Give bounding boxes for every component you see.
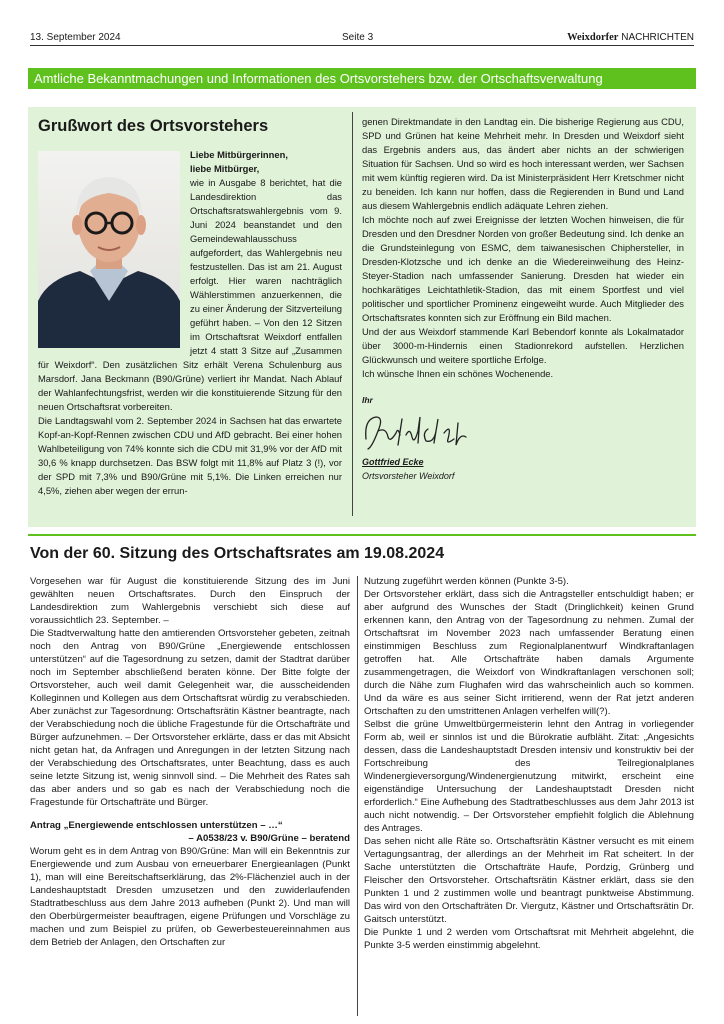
signature-scribble <box>362 409 472 455</box>
signature-ihr: Ihr <box>362 395 373 405</box>
column-divider <box>357 576 358 1016</box>
greeting-paragraph: Und der aus Weixdorf stammende Karl Bebendorf konnte als Lokalmatador über 3000-m-Hindernis einen Stadionrekord aufstellen. Herzlichen Glückwunsch und weitere sportliche Erfolge. <box>362 326 684 365</box>
session-paragraph: Der Ortsvorsteher erklärt, dass sich die Antragsteller entschuldigt haben; er aber aufgrund des Wunsches der Stadt (Dringlichkeit) keinen Grund erkennen kann, den Antrag von der Tagesordnung zu nehmen. Zumal der Ortschaftsrat im November 2023 nach umfassender Beratung einen einstimmigen Beschluss zum Regionalplanentwurf Windkraftanlagen getroffen hat. Alle Ortschafträte haben damals Argumente zusammengetragen, die Weixdorf von Windkraftanlagen verschonen soll; durch die Nähe zum Flughafen wird das wahrscheinlich auch so kommen. Und da wäre es aus seiner Sicht irritierend, wenn der Rat jetzt anderen Ortschaften zu den umstrittenen Anlagen verhelfen will(?). <box>364 589 694 717</box>
session-paragraph: Worum geht es in dem Antrag von B90/Grüne: Man will ein Bekenntnis zur Energiewende und zum Ausbau von erneuerbarer Energieanlagen (Punkt 1), man will eine Bereitschaftserklärung, das 2%-Flächenziel auch in der Landeshauptstadt Dresden umzusetzen und den zuwiderlaufenden Stadtratbeschluss aus dem Jahre 2013 aufheben (Punkt 2). Und man will den Oberbürgermeister beauftragen, eigene Prüfungen und Vorschläge zu machen und zum Beispiel zu prüfen, ob Gewerbesteuereinnahmen aus dem Betrieb der Anlagen, den Ortschaften zur <box>30 846 350 948</box>
session-paragraph: Die Punkte 1 und 2 werden vom Ortschaftsrat mit Mehrheit abgelehnt, die Punkte 3-5 werden einstimmig abgelehnt. <box>364 927 694 951</box>
greeting-paragraph: Ich wünsche Ihnen ein schönes Wochenende. <box>362 368 554 379</box>
issue-date: 13. September 2024 <box>30 32 121 43</box>
column-divider <box>352 112 353 516</box>
brand-bold: Weixdorfer <box>567 32 619 43</box>
publication-brand <box>567 30 694 46</box>
subheading: Antrag „Energiewende entschlossen unterstützen – …“ <box>30 820 283 831</box>
session-paragraph: Vorgesehen war für August die konstituierende Sitzung des im Juni gewählten neuen Ortschaftsrates. Durch den Einspruch der Landesdirektion zum Wahlergebnis verschiebt sich diese auf voraussichtlich 23. September. – <box>30 576 350 626</box>
green-divider <box>28 534 696 536</box>
session-title: Von der 60. Sitzung des Ortschaftsrates am 19.08.2024 <box>30 545 445 562</box>
greeting-right-column <box>362 115 684 483</box>
session-paragraph: Nutzung zugeführt werden können (Punkte 3-5). <box>364 576 569 587</box>
greeting-paragraph: Die Landtagswahl vom 2. September 2024 in Sachsen hat das erwartete Kopf-an-Kopf-Rennen zwischen CDU und AfD gebracht. Bei einer hohen Wahlbeteiligung von 74% konnte sich die CDU mit 31,9% vor der AfD mit 30,6 % knapp durchsetzen. Das BSW folgt mit 11,8% auf Platz 3 (!), vor der SPD mit 7,3% und B90/Grüne mit 5,1%. Die Linken erreichen nur 4,5%, ziehen aber wegen der errun- <box>38 415 342 496</box>
salutation-2: liebe Mitbürger, <box>190 163 260 174</box>
section-banner: Amtliche Bekanntmachungen und Informationen des Ortsvorstehers bzw. der Ortschaftsverwaltung <box>28 68 696 89</box>
subheading-reference: – A0538/23 v. B90/Grüne – beratend <box>188 833 350 844</box>
session-right-column <box>364 575 694 952</box>
signature-role: Ortsvorsteher Weixdorf <box>362 471 455 481</box>
page-number: Seite 3 <box>342 32 374 43</box>
session-paragraph: Das sehen nicht alle Räte so. Ortschaftsrätin Kästner versucht es mit einem Vertagungsantrag, der allerdings an der Mehrheit im Rat scheitert. In der Sache unterstützten die Ortschafträte Haufe, Pordzig, Grünberg und Fleischer den Ortsvorsteher. Ortschaftsrätin Kästner erklärt, dass sie den Punkten 1 und 2 zustimmen wolle und beantragt punktweise Abstimmung. Das wird von den Ortschafträten Dr. Viergutz, Kästner und Ortschaftsrätin Dr. Gaitsch unterstützt. <box>364 836 694 925</box>
session-paragraph: Selbst die grüne Umweltbürgermeisterin lehnt den Antrag in vorliegender Form ab, weil er sinnlos ist und die Bürokratie aufbläht. Zitat: „Angesichts dessen, dass die Landeshauptstadt Dresden intensiv und konstruktiv bei der Fortschreibung des Teilregionalplanes Windenergieversorgung/Windenergienutzung mitwirkt, erscheint eine eigenständige Untersuchung der Landeshauptstadt Dresden nicht erforderlich.“ Eine Aufhebung des Stadtratbeschlusses aus dem Jahr 2013 ist auch nicht notwendig. – Der Ortsvorsteher empfiehlt folglich die Ablehnung des Antrages. <box>364 719 694 834</box>
brand-rest: NACHRICHTEN <box>618 32 694 43</box>
page-header <box>30 30 694 46</box>
greeting-paragraph: Ich möchte noch auf zwei Ereignisse der letzten Wochen hinweisen, die für Dresden und den Dresdner Norden von großer Bedeutung sind. Ich denke an die Grundsteinlegung von ESMC, dem taiwanesischen Chiphersteller, in Dresden-Klotzsche und ich denke an die Wiedereinweihung des Heinz-Steyer-Stadion nach umfassender Sanierung. Dresden hat wieder ein hochkarätiges Leichtathletik-Stadion, das mit einem Sportfest und viel politischer und sportlicher Prominenz eingeweiht wurde. Auch Mitglieder des Ortschaftsrates konnten sich zur Eröffnung ein Bild machen. <box>362 214 684 323</box>
signature-name: Gottfried Ecke <box>362 457 424 467</box>
greeting-paragraph: wie in Ausgabe 8 berichtet, hat die Landesdirektion das Ortschaftsratswahlergebnis vom 9. Juni 2024 beanstandet und den Gemeindewahlausschuss aufgefordert, das Wahlergebnis neu festzustellen. Das ist am 21. August erfolgt. Hier waren nachträglich Wählerstimmen anzuerkennen, die zu einer Änderung der Sitzverteilung geführt haben. – Von den 12 Sitzen im Ortschaftsrat Weixdorf entfallen jetzt 4 statt 3 Sitze auf „Zusammen für Weixdorf“. Den zusätzlichen Sitz erhält Verena Schulenburg aus Marsdorf. Jana Beckmann (B90/Grüne) verliert ihr Mandat. Nach Ablauf der Wahlanfechtungsfrist, werden wir die konstituierende Sitzung für den neuen Ortschaftsrat vorbereiten. <box>38 177 342 412</box>
greeting-paragraph: genen Direktmandate in den Landtag ein. Die bisherige Regierung aus CDU, SPD und Grünen hat keine Mehrheit mehr. In Dresden und Weixdorf sieht das Ergebnis anders aus, das ändert aber nichts an der schwierigen Situation für Sachsen. Und so wird es hoch interessant werden, wer Sachsen mit wem künftig regieren wird. Da ist Ministerpräsident Herr Kretschmer nicht zu beneiden. Ich kann nur hoffen, dass die Regierenden in Bund und Land aus diesem Wahlergebnis endlich adäquate Lehren ziehen. <box>362 116 684 211</box>
handwritten-signature <box>362 409 684 455</box>
greeting-left-column <box>38 148 342 498</box>
greeting-title: Grußwort des Ortsvorstehers <box>38 117 269 135</box>
session-paragraph: Die Stadtverwaltung hatte den amtierenden Ortsvorsteher gebeten, zeitnah noch den Antrag von B90/Grüne „Energiewende entschlossen unterstützen“ auf die Tagesordnung zu setzen, damit der Stadtrat darüber noch im September abschließend beraten könne. Der Bitte folgte der Ortsvorsteher, auch weil damit Gelegenheit war, die ausscheidenden Kolleginnen und Kollegen aus dem Ortschaftsrat würdig zu verabschieden. Aber zunächst zur Tagesordnung: Ortschaftsrätin Kästner beantragte, nach der Verabschiedung noch die übliche Fragestunde für die Ortschafträte und Bürger aufzunehmen. – Der Ortsvorsteher erklärte, dass er das mit Absicht nicht getan hat, da Anfragen und Anregungen in der letzten Sitzung nach der Verabschiedung des Ortschaftsrates, unter Beachtung, dass es auch seine letzte Sitzung ist, wenig sinnvoll sind. – Die Mehrheit des Rates sah das aber anders und so gab es nach der Verabschiedung noch die Fragestunde für Ortschafträte und Bürger. <box>30 628 350 808</box>
session-left-column <box>30 575 350 949</box>
salutation-1: Liebe Mitbürgerinnen, <box>190 149 288 160</box>
